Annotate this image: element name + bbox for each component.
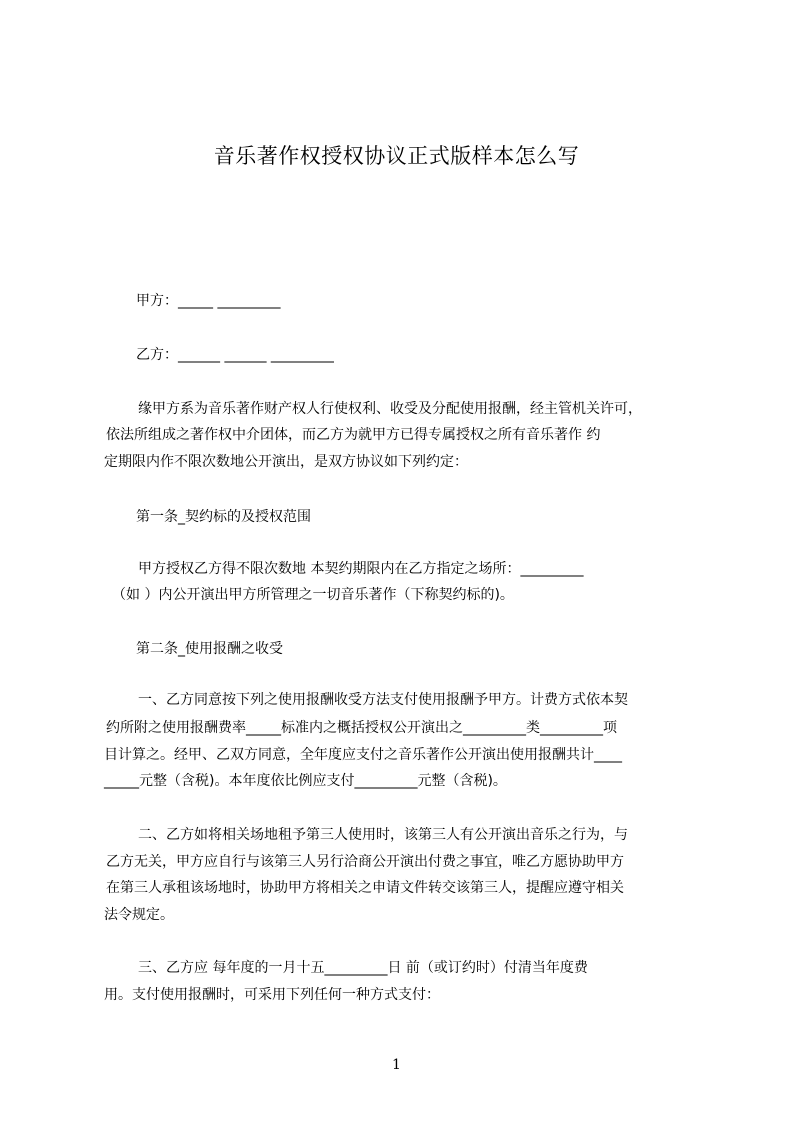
paragraph-line: 乙方无关，甲方应自行与该第三人另行洽商公开演出付费之事宜，唯乙方愿协助甲方 (106, 854, 624, 870)
paragraph-line: 三、乙方应 每年度的一月十五_________日 前（或订约时）付清当年度费 (138, 960, 588, 976)
party-a-line: 甲方：_____ _________ (136, 293, 281, 309)
paragraph-line: 在第三人承租该场地时，协助甲方将相关之申请文件转交该第三人，提醒应遵守相关 (106, 880, 624, 896)
paragraph-line: 法令规定。 (104, 907, 174, 923)
paragraph-line: 缘甲方系为音乐著作财产权人行使权利、收受及分配使用报酬，经主管机关许可， (138, 401, 642, 417)
page-number: 1 (392, 1057, 401, 1073)
article-2-heading: 第二条_使用报酬之收受 (136, 641, 283, 657)
paragraph-line: （如 ）内公开演出甲方所管理之一切音乐著作（下称契约标的)。 (112, 587, 514, 603)
paragraph-line: 约所附之使用报酬费率_____标准内之概括授权公开演出之_________类_________项 (106, 720, 617, 736)
paragraph-line: 甲方授权乙方得不限次数地 本契约期限内在乙方指定之场所：_________ (138, 561, 584, 577)
paragraph-line: 二、乙方如将相关场地租予第三人使用时，该第三人有公开演出音乐之行为，与 (138, 827, 628, 843)
document-title: 音乐著作权授权协议正式版样本怎么写 (213, 144, 580, 168)
paragraph-line: 用。支付使用报酬时，可采用下列任何一种方式支付： (104, 987, 440, 1003)
article-1-heading: 第一条_契约标的及授权范围 (136, 509, 311, 525)
paragraph-line: 定期限内作不限次数地公开演出，是双方协议如下列约定： (104, 454, 468, 470)
party-b-line: 乙方：______ ______ _________ (136, 347, 334, 363)
paragraph-line: _____元整（含税)。本年度依比例应支付_________元整（含税)。 (104, 773, 507, 789)
paragraph-line: 目计算之。经甲、乙双方同意，全年度应支付之音乐著作公开演出使用报酬共计____ (104, 747, 622, 763)
paragraph-line: 依法所组成之著作权中介团体，而乙方为就甲方已得专属授权之所有音乐著作 约 (106, 427, 601, 443)
paragraph-line: 一、乙方同意按下列之使用报酬收受方法支付使用报酬予甲方。计费方式依本契 (138, 692, 628, 708)
